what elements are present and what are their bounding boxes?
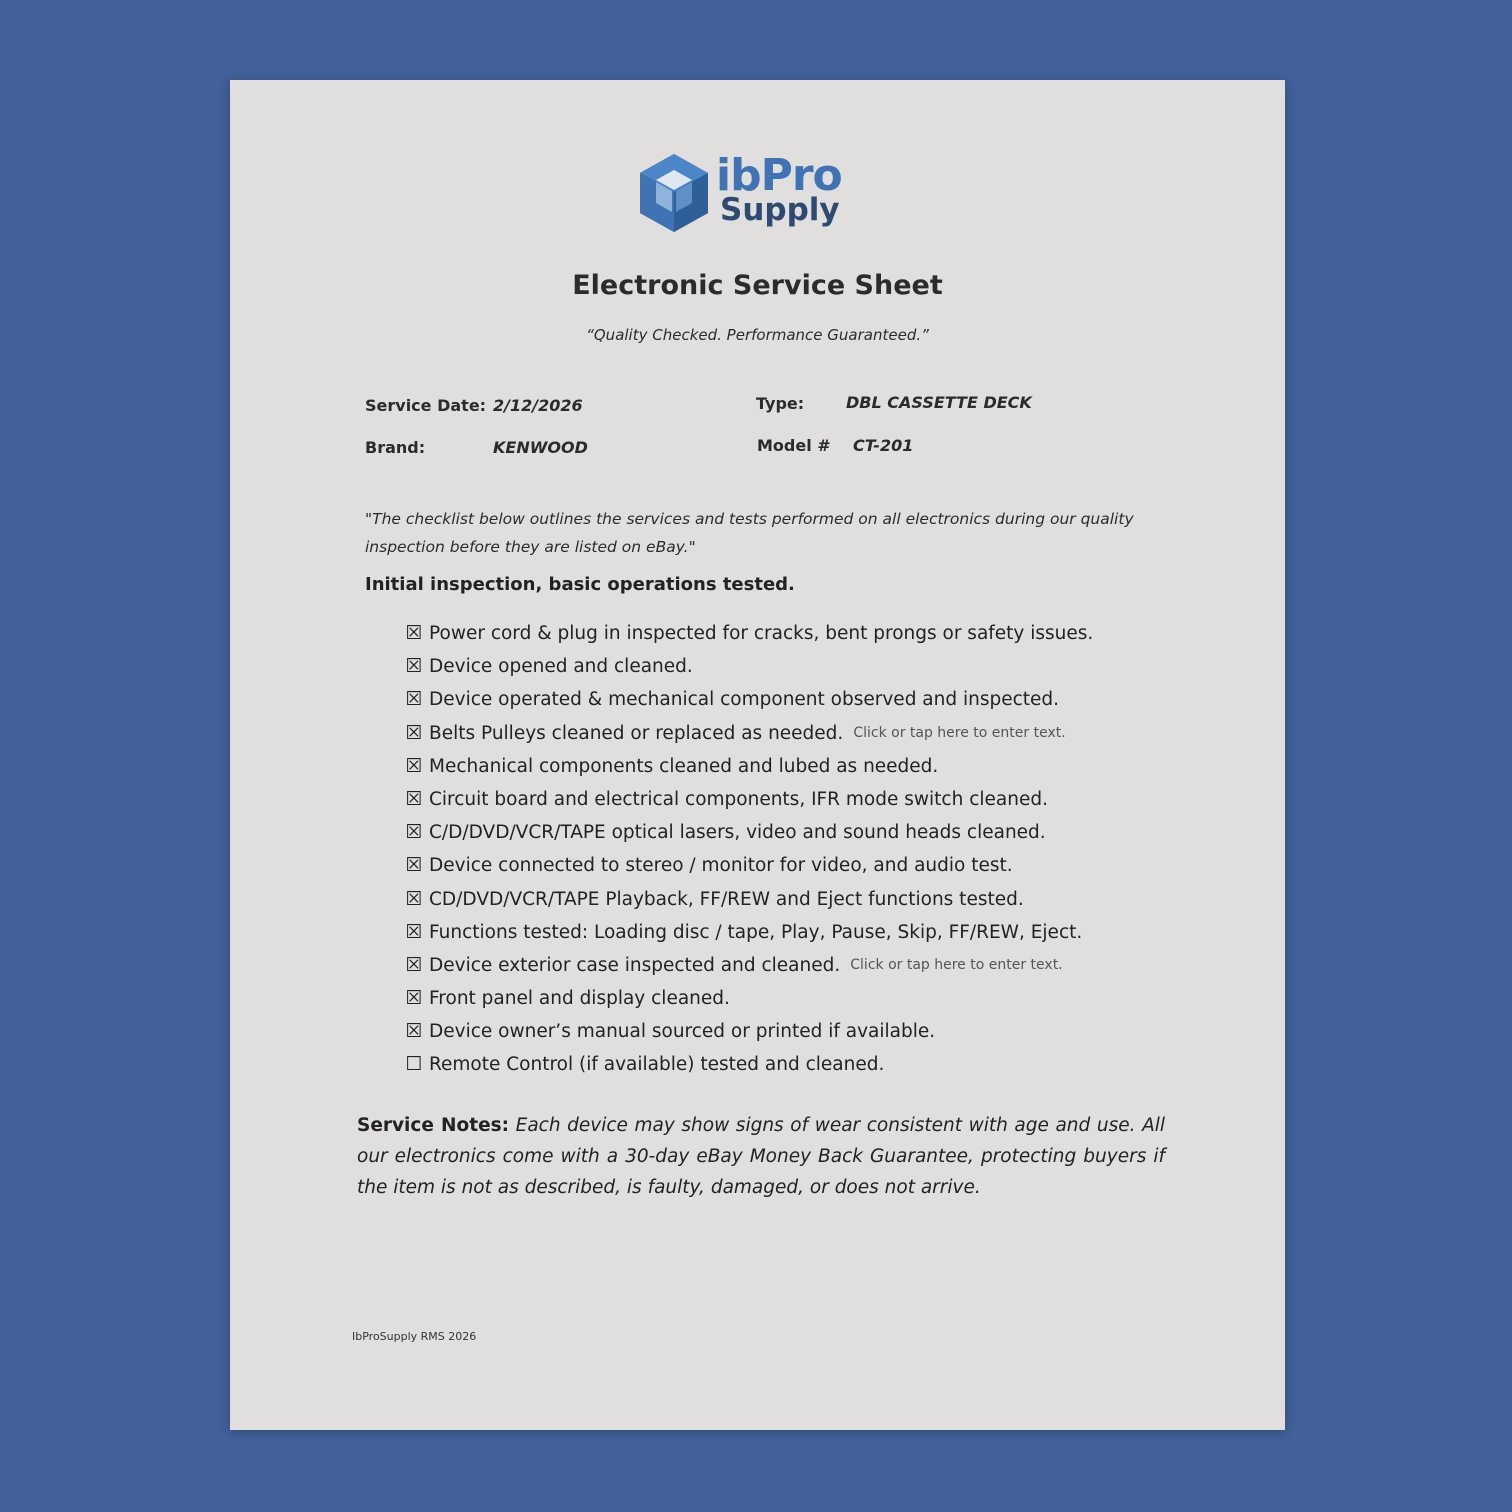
checkbox-checked-icon[interactable]: ☒ bbox=[405, 655, 423, 678]
checklist-item bbox=[405, 717, 1245, 750]
service-notes bbox=[357, 1110, 1165, 1203]
service-notes-label: Service Notes: bbox=[357, 1115, 510, 1136]
checklist-item bbox=[405, 783, 1245, 816]
service-date-value: 2/12/2026 bbox=[493, 396, 583, 415]
checkbox-checked-icon[interactable]: ☒ bbox=[405, 1020, 423, 1043]
checkbox-unchecked-icon[interactable]: ☐ bbox=[405, 1053, 423, 1076]
cube-logo-icon bbox=[636, 152, 712, 234]
checklist-item bbox=[405, 1015, 1245, 1048]
service-notes-body: Each device may show signs of wear consistent with age and use. All our electronics come with a 30-day eBay Money Back Guarantee, protecting buyers if the item is not as described, is faulty, damaged, or does not arrive. bbox=[357, 1115, 1166, 1198]
checklist-item-text: Device opened and cleaned. bbox=[429, 656, 693, 678]
checkbox-checked-icon[interactable]: ☒ bbox=[405, 754, 423, 777]
section-heading: Initial inspection, basic operations tested. bbox=[365, 574, 795, 595]
checklist-item-text: Front panel and display cleaned. bbox=[429, 988, 730, 1010]
service-checklist bbox=[405, 617, 1245, 1082]
type-value: DBL CASSETTE DECK bbox=[846, 393, 1032, 412]
text-entry-placeholder[interactable]: Click or tap here to enter text. bbox=[853, 724, 1066, 741]
checkbox-checked-icon[interactable]: ☒ bbox=[405, 987, 423, 1010]
checklist-item bbox=[405, 750, 1245, 783]
checklist-item bbox=[405, 982, 1245, 1015]
checklist-item-text: C/D/DVD/VCR/TAPE optical lasers, video and sound heads cleaned. bbox=[429, 822, 1046, 844]
checklist-item bbox=[405, 650, 1245, 683]
checklist-item-text: Device owner’s manual sourced or printed if available. bbox=[429, 1021, 936, 1043]
checklist-item bbox=[405, 849, 1245, 882]
checkbox-checked-icon[interactable]: ☒ bbox=[405, 787, 423, 810]
model-value: CT-201 bbox=[853, 436, 914, 455]
checklist-item-text: Device operated & mechanical component observed and inspected. bbox=[429, 689, 1060, 711]
checklist-item-text: CD/DVD/VCR/TAPE Playback, FF/REW and Eject functions tested. bbox=[429, 888, 1024, 910]
brand-label: Brand: bbox=[365, 438, 426, 457]
footer-text: IbProSupply RMS 2026 bbox=[352, 1330, 477, 1343]
checklist-item bbox=[405, 916, 1245, 949]
logo-wordmark-bottom: Supply bbox=[720, 192, 840, 228]
text-entry-placeholder[interactable]: Click or tap here to enter text. bbox=[850, 956, 1063, 973]
checklist-item-text: Remote Control (if available) tested and cleaned. bbox=[429, 1054, 885, 1076]
checkbox-checked-icon[interactable]: ☒ bbox=[405, 721, 423, 744]
checkbox-checked-icon[interactable]: ☒ bbox=[405, 688, 423, 711]
checklist-item bbox=[405, 1048, 1245, 1081]
checklist-item-text: Functions tested: Loading disc / tape, Play, Pause, Skip, FF/REW, Eject. bbox=[429, 921, 1083, 943]
tagline: “Quality Checked. Performance Guaranteed.” bbox=[586, 326, 929, 344]
checklist-item bbox=[405, 883, 1245, 916]
ibprosupply-logo bbox=[636, 152, 876, 238]
service-sheet-page bbox=[230, 80, 1285, 1430]
service-date-label: Service Date: bbox=[365, 396, 487, 415]
checkbox-checked-icon[interactable]: ☒ bbox=[405, 854, 423, 877]
type-label: Type: bbox=[756, 394, 805, 413]
checklist-item-text: Device exterior case inspected and cleaned. bbox=[429, 954, 841, 976]
checklist-item bbox=[405, 617, 1245, 650]
checklist-intro: "The checklist below outlines the services and tests performed on all electronics during our quality inspection before they are listed on eBay." bbox=[365, 510, 1134, 556]
model-label: Model # bbox=[757, 436, 831, 455]
checklist-item-text: Device connected to stereo / monitor for video, and audio test. bbox=[429, 855, 1013, 877]
page-title: Electronic Service Sheet bbox=[572, 270, 943, 301]
checkbox-checked-icon[interactable]: ☒ bbox=[405, 887, 423, 910]
checkbox-checked-icon[interactable]: ☒ bbox=[405, 821, 423, 844]
checklist-item-text: Power cord & plug in inspected for cracks, bent prongs or safety issues. bbox=[429, 623, 1094, 644]
logo-wordmark-top: ibPro bbox=[716, 150, 842, 201]
checklist-item-text: Belts Pulleys cleaned or replaced as needed. bbox=[429, 722, 844, 744]
checklist-item-text: Circuit board and electrical components, IFR mode switch cleaned. bbox=[429, 788, 1048, 810]
checklist-item bbox=[405, 683, 1245, 716]
checklist-item bbox=[405, 816, 1245, 849]
checklist-item bbox=[405, 949, 1245, 982]
checklist-item-text: Mechanical components cleaned and lubed as needed. bbox=[429, 755, 939, 777]
checkbox-checked-icon[interactable]: ☒ bbox=[405, 622, 423, 644]
brand-value: KENWOOD bbox=[493, 438, 588, 457]
checkbox-checked-icon[interactable]: ☒ bbox=[405, 953, 423, 976]
checkbox-checked-icon[interactable]: ☒ bbox=[405, 920, 423, 943]
